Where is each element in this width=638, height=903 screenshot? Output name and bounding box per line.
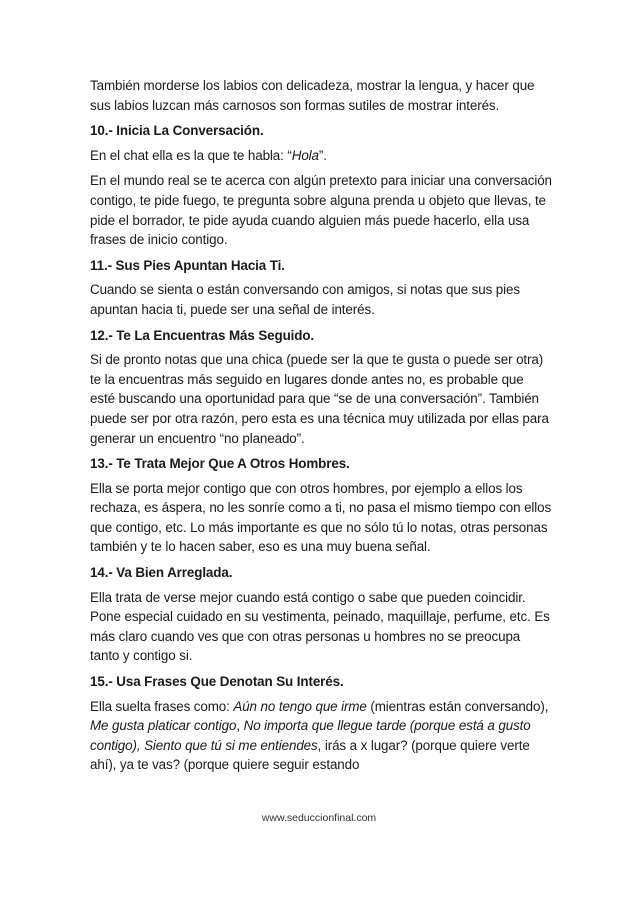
text-run: (mientras están conversando), <box>366 698 549 714</box>
section-heading: 12.- Te La Encuentras Más Seguido. <box>90 327 315 343</box>
paragraph <box>90 697 552 775</box>
section-heading: 11.- Sus Pies Apuntan Hacia Ti. <box>90 257 285 273</box>
document-body <box>90 76 552 781</box>
paragraph: Ella trata de verse mejor cuando está contigo o sabe que pueden coincidir. Pone especial cuidado en su vestimenta, peinado, maquillaje, perfume, etc. Es más claro cuando ves que con otras personas u hombres no se preocupa tanto y contigo si. <box>90 589 550 664</box>
paragraph: Ella se porta mejor contigo que con otros hombres, por ejemplo a ellos los rechaza, es áspera, no les sonríe como a ti, no pasa el mismo tiempo con ellos que contigo, etc. Lo más importante es que no sólo tú lo notas, otras personas también y te lo hacen saber, eso es una muy buena señal. <box>90 480 552 555</box>
section-heading: 14.- Va Bien Arreglada. <box>90 565 233 581</box>
paragraph: También morderse los labios con delicadeza, mostrar la lengua, y hacer que sus labios luzcan más carnosos son formas sutiles de mostrar interés. <box>90 78 535 113</box>
text-run: En el chat ella es la que te habla: “ <box>90 147 292 163</box>
paragraph: En el mundo real se te acerca con algún pretexto para iniciar una conversación contigo, te pide fuego, te pregunta sobre alguna prenda u objeto que llevas, te pide el borrador, te pide ayuda cuando alguien más puede hacerlo, ella usa frases de inicio contigo. <box>90 173 552 248</box>
page-footer-url: www.seduccionfinal.com <box>261 812 377 824</box>
text-run: , <box>236 718 244 734</box>
italic-text: Hola <box>291 147 319 163</box>
italic-text: No importa que llegue tarde (porque está a gusto contigo), Siento que tú si me entiendes <box>90 718 531 753</box>
text-run: Ella suelta frases como: <box>90 698 234 714</box>
paragraph <box>90 146 552 166</box>
section-heading: 15.- Usa Frases Que Denotan Su Interés. <box>90 674 344 690</box>
text-run: , irás a x lugar? (porque quiere verte ahí), ya te vas? (porque quiere seguir estando <box>90 737 530 773</box>
section-heading: 10.- Inicia La Conversación. <box>90 123 264 139</box>
paragraph: Si de pronto notas que una chica (puede ser la que te gusta o puede ser otra) te la encuentras más seguido en lugares donde antes no, es probable que esté buscando una oportunidad para que “se de una conversación”. También puede ser por otra razón, pero esta es una técnica muy utilizada por ellas para generar un encuentro “no planeado”. <box>90 352 549 446</box>
section-heading: 13.- Te Trata Mejor Que A Otros Hombres. <box>90 456 350 472</box>
italic-text: Me gusta platicar contigo <box>90 718 237 734</box>
paragraph: Cuando se sienta o están conversando con amigos, si notas que sus pies apuntan hacia ti, puede ser una señal de interés. <box>90 282 520 317</box>
text-run: ”. <box>318 147 327 163</box>
italic-text: Aún no tengo que irme <box>233 698 367 714</box>
